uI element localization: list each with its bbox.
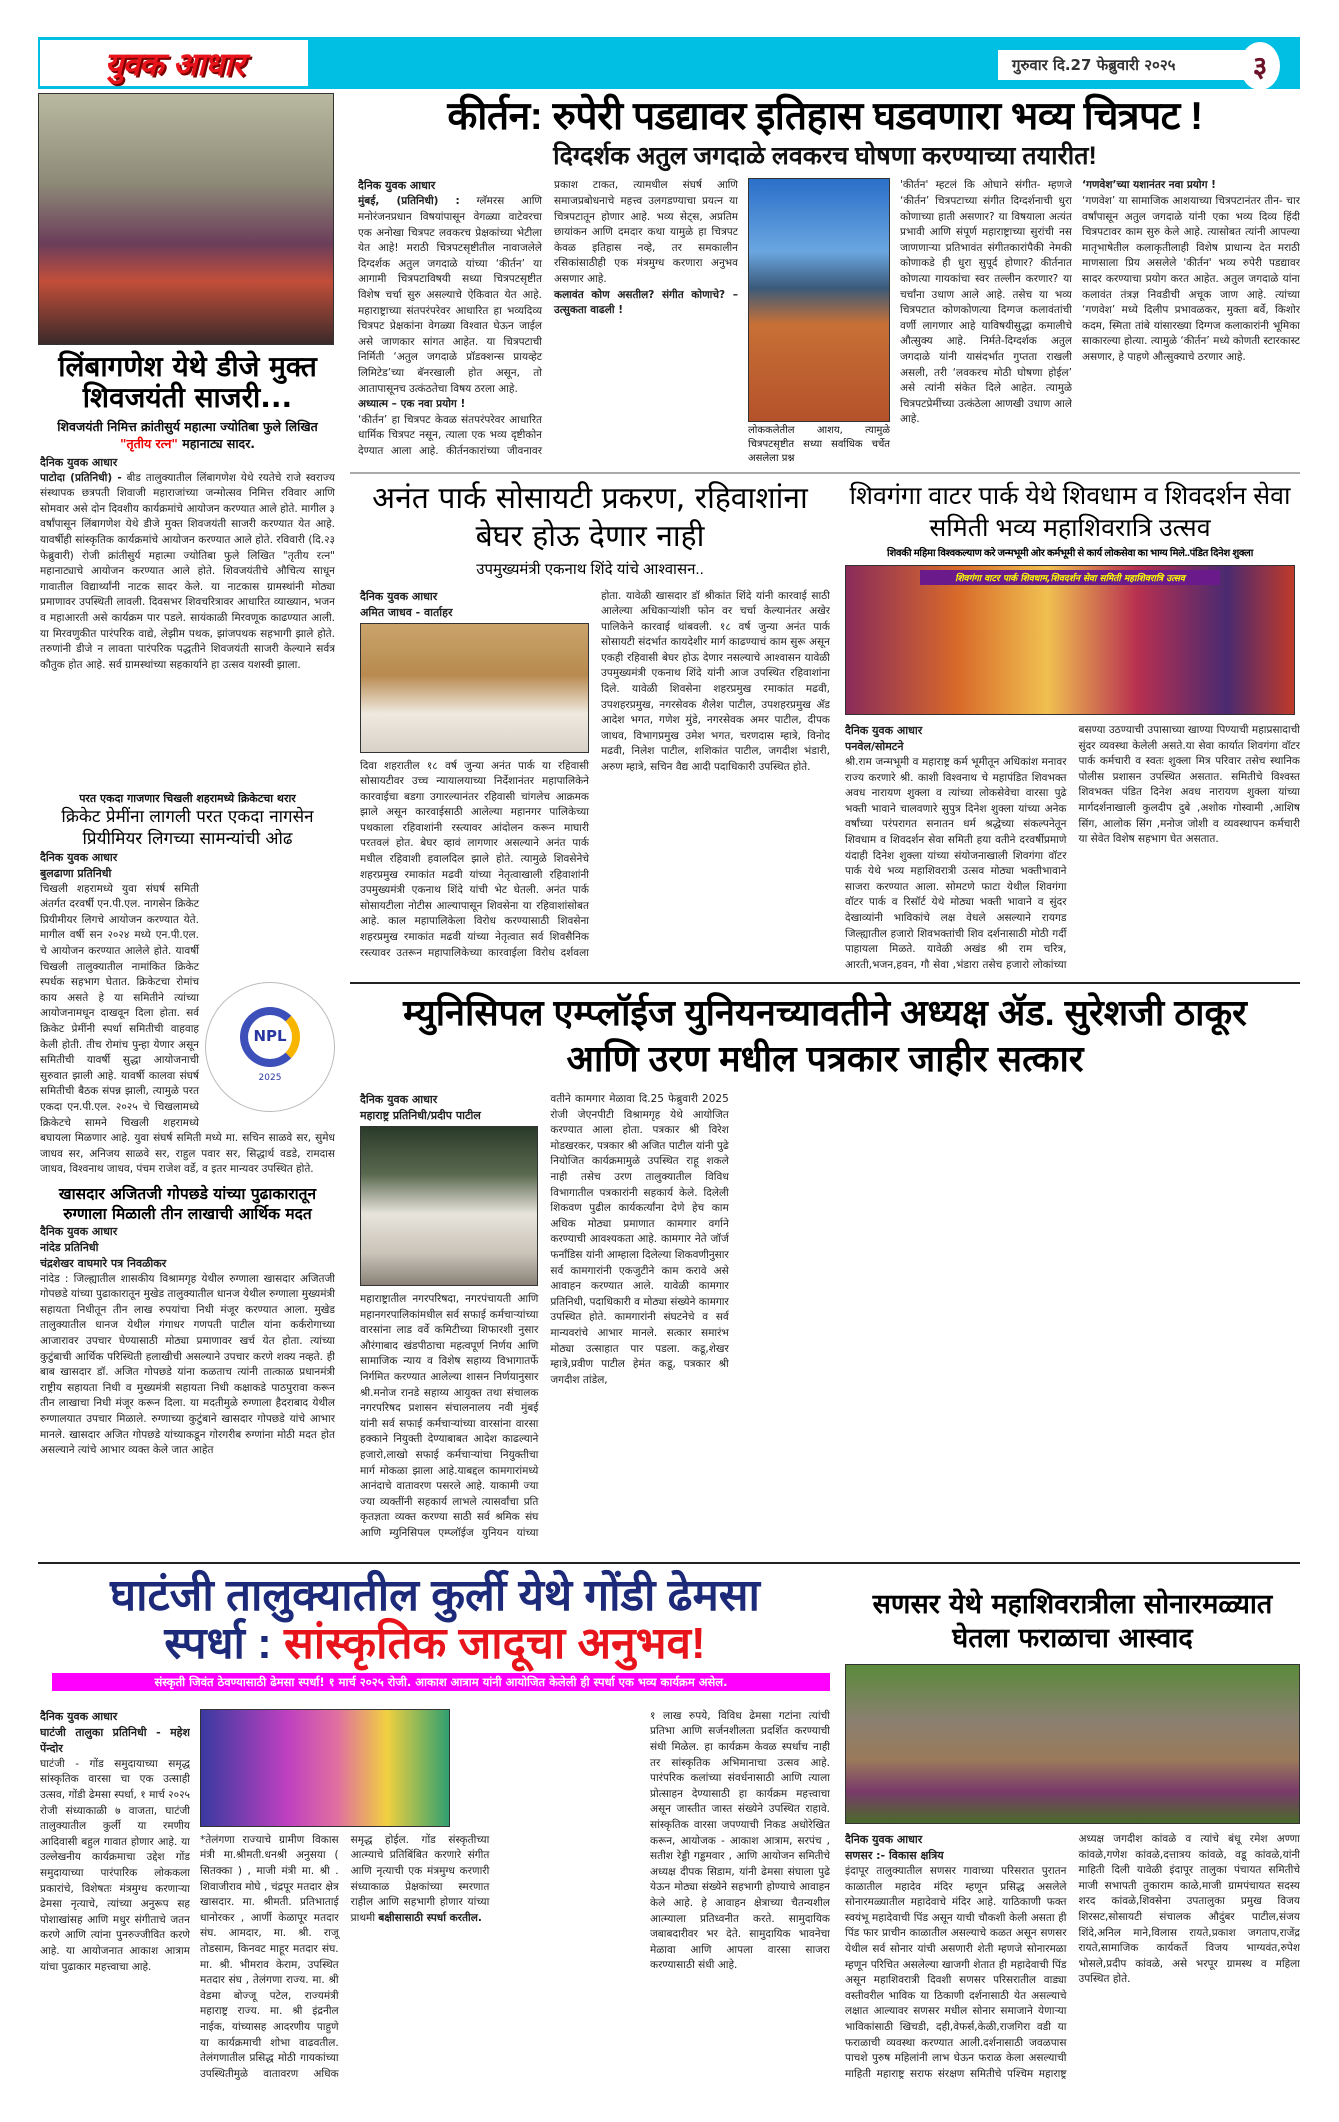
npl-logo-year: 2025 bbox=[258, 1072, 282, 1083]
limbaganesh-headline: लिंबागणेश येथे डीजे मुक्त शिवजयंती साजरी... bbox=[58, 350, 317, 414]
article-body-3: 'कीर्तन' म्हटलं कि ओघाने संगीत- म्हणजे ‘कीर्तन’ चित्रपटाच्या संगीत दिग्दर्शनाची धुरा कोणाच्या हाती असणार? या विषयाला अत्यंत प्रभावी आणि संपूर्ण महाराष्ट्राच्या सुरांची नस जाणणाऱ्या प्रतिभावंत संगीतकारांपैकी नेमकी कोणाकडे ही धुरा सुपूर्द होणार? कीर्तनात कोणत्या गायकांचा स्वर तल्लीन करणार? या चर्चांना उधाण आले आहे. तसेच या भव्य चित्रपटात कोणकोणत्या दिग्गज कलावंतांची वर्णी लागणार आहे याविषयीसुद्धा कमालीचे औत्सुक्य आहे. निर्मते-दिग्दर्शक अतुल जगदाळे यांनी यासंदर्भात गुप्तता राखली असली, तरी ‘लवकरच मोठी घोषणा होईल’ असे त्यांनी संकेत दिले आहेत. त्यामुळे चित्रपटप्रेमींच्या उत्कंठेला आणखी उधाण आले आहे. bbox=[900, 179, 1072, 426]
dateline: सणसर :- विकास क्षत्रिय bbox=[845, 1849, 944, 1862]
subhead-text: शिवजयंती निमित्त क्रांतीसुर्य महात्मा ज्योतिबा फुले लिखित bbox=[57, 418, 318, 434]
source-label: दैनिक युवक आधार bbox=[360, 1093, 438, 1106]
npl-logo bbox=[205, 982, 335, 1112]
article-body: महाराष्ट्रातील नगरपरिषदा, नगरपंचायती आणि महानगरपालिकांमधील सर्व सफाई कर्मचाऱ्यांच्या वारसांना लाड वर्वे कमिटीच्या शिफारशी नुसार औरंगाबाद खंडपीठाचा महत्वपूर्ण निर्णय आणि सामाजिक न्याय व विशेष सहाय्य विभागातर्फे निर्गमित करण्यात आलेल्या शासन निर्णयानुसार श्री.मनोज रानडे सहाय्य आयुक्त तथा संचालक नगरपरिषद प्रशासन संचालनालय नवी मुंबई यांनी सर्व सफाई कर्मचाऱ्यांच्या वारसांना वारसा हक्काने नियुक्ती देण्याबाबत आदेश काढल्याने हजारो,लाखो सफाई कर्मचाऱ्यांचा नियुक्तीचा मार्ग मोकळा झाला आहे.याबद्दल कामगारांमध्ये आनंदाचे वातावरण पसरले आहे. याकामी ज्या ज्या व्यक्तींनी सहकार्य लाभले त्यासर्वांचा प्रति कृतज्ञता व्यक्त करण्या साठी सर्व श्रमिक संघ आणि म्युनिसिपल एम्प्लॉईज युनियन यांच्या वतीने कामगार मेळावा दि.25 फेब्रुवारी 2025 रोजी जेएनपीटी विश्रामगृह येथे आयोजित करण्यात आला होता. पत्रकार श्री विरेश मोडखरकर, पत्रकार श्री अजित पाटील यांनी पुढे नियोजित कार्यक्रमामुळे उपस्थित राहू शकले नाही तसेच उरण तालुक्यातील विविध विभागातील पत्रकारांनी सहकार्य केले. दिलेली शिकवण पुढील कार्यकर्त्यांना देणे हेच काम अधिक मोठ्या प्रमाणात कामगार वर्गाने करण्याची आवश्यकता आहे. कामगार नेते जॉर्ज फर्नांडिस यांनी आम्हाला दिलेल्या शिकवणीनुसार सर्व कामगारांनी एकजुटीने काम करावे असे आवाहन करण्यात आले. यावेळी कामगार प्रतिनिधी, पदाधिकारी व मोठ्या संख्येने कामगार उपस्थित होते. कामगारांनी संघटनेचे व सर्व मान्यवरांचे आभार मानले. सत्कार समारंभ मोठ्या उत्साहात पार पडला. bbox=[360, 1093, 729, 1539]
source-label: दैनिक युवक आधार bbox=[845, 1833, 923, 1846]
source-label: दैनिक युवक आधार bbox=[358, 179, 436, 193]
article-body: ग्लॅमरस आणि मनोरंजनप्रधान विषयांपासून वेगळ्या वाटेवरचा एक अनोखा चित्रपट लवकरच प्रेक्षकांच्या भेटीला येत आहे! मराठी चित्रपटसृष्टीतील नावाजलेले दिग्दर्शक अतुल जगदाळे यांच्या ‘कीर्तन’ या आगामी चित्रपटाविषयी सध्या चित्रपटसृष्टीत विशेष चर्चा सुरु असल्याचे ऐकिवात येत आहे. महाराष्ट्राच्या संतपरंपरेवर आधारित हा भव्यदिव्य चित्रपट प्रेक्षकांना वेगळ्या विश्वात घेऊन जाईल असे जाणकार सांगत आहेत. या चित्रपटाची निर्मिती ‘अतुल जगदाळे प्रॉडक्शन्स प्रायव्हेट लिमिटेड’च्या बॅनरखाली होत असून, तो आतापासूनच उत्कंठतेचा विषय ठरला आहे. bbox=[358, 195, 543, 395]
source-label: दैनिक युवक आधार bbox=[40, 455, 118, 469]
cricket-article bbox=[40, 850, 335, 1176]
khasdar-article bbox=[40, 1224, 335, 1554]
municipal-article bbox=[350, 990, 1300, 1556]
anant-park-article bbox=[350, 480, 830, 976]
article-body-tail: कडू,शेखर म्हात्रे,प्रवीण पाटील हेमंत कडू, पत्रकार श्री जगदीश तांडेल, bbox=[550, 1342, 729, 1386]
section-heading: कलावंत कोण असतील? संगीत कोणाचे? – उत्सुकता वाढली ! bbox=[554, 288, 738, 317]
shivganga-kicker: शिवकी महिमा विश्वकल्याण करे जन्मभूमी ओर कर्मभूमी से कार्य लोकसेवा का भाग्य मिले..पंडित दिनेश शुक्ला bbox=[886, 548, 1254, 559]
shivganga-body bbox=[845, 723, 1300, 976]
sanasar-article bbox=[845, 1588, 1300, 2094]
ghatanji-caption bbox=[200, 1833, 640, 2092]
kirtan-photo-caption: लोककलेतील आशय, त्यामुळे चित्रपटसृष्टीत सध्या सर्वाधिक चर्चेत असलेला प्रश्न bbox=[748, 425, 890, 464]
shivganga-photo bbox=[845, 565, 1295, 715]
kirtan-headline: कीर्तन: रुपेरी पडद्यावर इतिहास घडवणारा भव्य चित्रपट ! bbox=[447, 95, 1203, 138]
ghatanji-content bbox=[40, 1709, 830, 2092]
article-body: दिवा शहरातील १८ वर्ष जुन्या अनंत पार्क या रहिवासी सोसायटीवर उच्च न्यायालयाच्या निर्देशानंतर महापालिकेने कारवाईचा बडगा उगारल्यानंतर रहिवासी चांगलेच आक्रमक झाले असून कारवाईसाठी आलेल्या महानगर पालिकेच्या पथकाला रहिवाशांनी रस्त्यावर आंदोलन करून माघारी परतवलं होत. बेघर व्हावं लागणार असल्याने अनंत पार्क मधील रहिवाशी हवालदिल झाले होते. त्यामुळे शिवसेनेचे शहरप्रमुख रमाकांत मढवी यांच्या नेतृत्वाखाली रहिवाशांनी उपमुख्यमंत्री एकनाथ शिंदे यांची भेट घेतली. अनंत पार्क सोसायटीला नोटीस आल्यापासून शिवसेना या रहिवाशांसोबत आहे. काल महापालिकेला विरोध करण्यासाठी शिवसेना शहरप्रमुख रमाकांत मढवी यांच्या नेतृत्वात सर्व शिवसैनिक रस्त्यावर उतरून महापालिकेच्या कारवाईला विरोध दर्शवला होता. यावेळी खासदार डॉ श्रीकांत शिंदे यांनी कारवाई साठी आलेल्या अधिकाऱ्यांशी फोन वर चर्चा केल्यानंतर अखेर पालिकेने कारवाई थांबवली. १८ वर्ष जुन्या अनंत पार्क सोसायटी संदर्भात कायदेशीर मार्ग काढण्याचं काम सुरू असून एकही रहिवासी बेघर होऊ देणार नसल्याचे आश्वासन यावेळी उपमुख्यमंत्री एकनाथ शिंदे यांनी आज उपस्थित रहिवाशांना दिले. यावेळी शिवसेना शहरप्रमुख रमाकांत मढवी, उपशहरप्रमुख, नगरसेवक शैलेश पाटील, उपशहरप्रमुख ॲड आदेश भगत, गणेश मुंडे, नगरसेवक अमर पाटील, दीपक जाधव, विभागप्रमुख उमेश भगत, चरणदास म्हात्रे, विनोद मढवी, निलेश पाटील, शशिकांत पाटील, जगदीश भंडारी, अरुण म्हात्रे, सचिन वैद्य आदी पदाधिकारी उपस्थित होते. bbox=[360, 589, 830, 959]
shivganga-photo-banner: शिवगंगा वाटर पार्क शिवधाम,शिवदर्शन सेवा समिती महाशिवरात्रि उत्सव bbox=[920, 570, 1220, 585]
source-label: दैनिक युवक आधार bbox=[40, 850, 118, 864]
shivganga-article bbox=[840, 480, 1300, 976]
article-body: बीड तालुक्यातील लिंबागणेश येथे रयतेचे राजे स्वराज्य संस्थापक छत्रपती शिवाजी महाराजांच्या जन्मोत्सव निमित्त रविवार आणि सोमवार असे दोन दिवशीय कार्यक्रमांचे आयोजन करण्यात आले होते. मागील ३ वर्षांपासून लिंबागणेश येथे डीजे मुक्त शिवजयंती साजरी करण्यात येत आहे. यावर्षीही सांस्कृतिक कार्यक्रमांचे आयोजन करण्यात आले होते. रविवारी (दि.२३ फेब्रुवारी) रोजी क्रांतीसुर्य महात्मा ज्योतिबा फुले लिखित "तृतीय रत्न" महानाट्याचे आयोजन करण्यात आले होते. शिवजयंतीचे औचित्य साधून गावातील विद्यार्थ्यांनी नाटक सादर केले. या नाटकास ग्रामस्थांनी मोठ्या प्रमाणावर उपस्थिती लावली. दिवसभर शिवचरित्रावर आधारित व्याख्यान, भजन व महाआरती असे कार्यक्रम पार पडले. सायंकाळी मिरवणूक काढण्यात आली. या मिरवणुकीत पारंपरिक वाद्ये, लेझीम पथक, झांजपथक सहभागी झाले होते. तरुणांनी डीजे न लावता पारंपरिक पद्धतीने शिवजयंती साजरी केल्याने सर्वत्र कौतुक होत आहे. सर्व ग्रामस्थांच्या सहकार्याने हा उत्सव यशस्वी झाला. bbox=[40, 471, 335, 671]
shivjayanti-photo bbox=[38, 93, 334, 345]
section-heading: अध्यात्म – एक नवा प्रयोग ! bbox=[358, 398, 466, 411]
left-column bbox=[40, 352, 335, 1554]
kirtan-subhead: दिग्दर्शक अतुल जगदाळे लवकरच घोषणा करण्याच्या तयारीत! bbox=[553, 141, 1097, 170]
anant-park-body bbox=[350, 589, 830, 977]
section-heading: ‘गणवेश’च्या यशानंतर नवा प्रयोग ! bbox=[1082, 179, 1216, 192]
cricket-kicker: परत एकदा गाजणार चिखली शहरामध्ये क्रिकेटचा थरार bbox=[79, 791, 296, 805]
article-body: नांदेड : जिल्ह्यातील शासकीय विश्रामगृह येथील रुग्णाला खासदार अजितजी गोपछडे यांच्या पुढाकारातून मुखेड तालुक्यातील धानज येथील रुग्णाला मुख्यमंत्री सहायता निधीतून तीन लाख रुपयांचा निधी मंजूर करण्यात आला. मुखेड तालुक्यातील धानज येथील गंगाधर गणपती पाटील यांना कर्करोगाच्या आजारावर उपचार घेण्यासाठी मोठ्या प्रमाणावर खर्च येत होता. त्यांच्या कुटुंबाची आर्थिक परिस्थिती हलाखीची असल्याने उपचार करणे शक्य नव्हते. ही बाब खासदार डॉ. अजित गोपछडे यांना कळताच त्यांनी तात्काळ प्रधानमंत्री राष्ट्रीय सहायता निधी व मुख्यमंत्री सहायता निधी कक्षाकडे पाठपुरावा करून तीन लाखाचा निधी मंजूर करून दिला. या मदतीमुळे रुग्णाला हैदराबाद येथील रुग्णालयात उपचार मिळाले. रुग्णाच्या कुटुंबाने खासदार गोपछडे यांचे आभार मानले. खासदार अजित गोपछडे यांच्याकडून गोरगरीब रुग्णांना मोठी मदत होत असल्याने त्यांचे आभार व्यक्त केले जात आहेत bbox=[40, 1272, 335, 1457]
kirtan-article-mid bbox=[900, 178, 1072, 466]
cricket-ball-icon bbox=[240, 1007, 300, 1067]
municipal-body bbox=[350, 1092, 1300, 1556]
dhemsa-photo bbox=[200, 1709, 450, 1827]
divider bbox=[38, 1562, 1300, 1564]
kirtan-photo bbox=[748, 178, 890, 422]
sanasar-photo bbox=[845, 1664, 1300, 1824]
shivganga-headline: शिवगंगा वाटर पार्क येथे शिवधाम व शिवदर्शन सेवा समिती भव्य महाशिवरात्रि उत्सव bbox=[849, 482, 1291, 542]
divider bbox=[350, 472, 1300, 474]
ghatanji-headline-line1: घाटंजी तालुक्यातील कुर्ली येथे गोंडी ढेमसा bbox=[110, 1571, 760, 1620]
dateline: पाटोदा (प्रतिनिधी) - bbox=[40, 471, 122, 484]
ghatanji-band: संस्कृती जिवंत ठेवण्यासाठी ढेमसा स्पर्धा! १ मार्च २०२५ रोजी. आकाश आत्राम यांनी आयोजित केलेली ही स्पर्धा एक भव्य कार्यक्रम असेल. bbox=[52, 1673, 830, 1691]
kirtan-photo-block bbox=[748, 178, 890, 466]
article-body: श्री.राम जन्मभूमी व महाराष्ट्र कर्म भूमीतून अधिकांश मनावर राज्य करणारे श्री. काशी विश्वनाथ चे महापंडित शिवभक्त अवध नारायण शुक्ला व त्यांच्या लोकसेवेचा वारसा पुढे भक्ती भावाने चालवणारे सुपुत्र दिनेश शुक्ला यांच्या अनेक वर्षांच्या परंपरागत सनातन धर्म श्रद्धेच्या संकल्पनेतून शिवधाम व शिवदर्शन सेवा समिती हया वतीने दरवर्षीप्रमाणे यंदाही दिनेश शुक्ला यांच्या संयोजनाखाली शिवगंगा वॉटर पार्क येथे भव्य महाशिवरात्री उत्सव मोठ्या भक्तीभावाने साजरा करण्यात आला. सोमटणे फाटा येथील शिवगंगा वॉटर पार्क व रिसॉर्ट येथे मोठ्या भक्ती भावाने व सुंदर देखाव्यांनी भाविकांचे लक्ष वेधले असल्याने रायगड जिल्ह्यातील हजारो शिवभक्तांची शिव दर्शनासाठी मोठी गर्दी पाहायला मिळते. यावेळी अखंड श्री राम चरित्र, आरती,भजन,हवन, गौ सेवा ,भंडारा तसेच हजारो लोकांच्या बसण्या उठण्याची उपासाच्या खाण्या पिण्याची महाप्रसादाची सुंदर व्यवस्था केलेली असते.या सेवा कार्यात शिवगंगा वॉटर पार्क कर्मचारी व स्वतः शुक्ला मित्र परिवार तसेच स्थानिक पोलीस प्रशासन उपस्थित असतात. समितीचे विश्वस्त शिवभक्त पंडित दिनेश अवध नारायण शुक्ला यांच्या मार्गदर्शनाखाली कुलदीप दुबे ,अशोक गोस्वामी ,आशिष सिंग, आलोक सिंग ,मनोज जोशी व व्यवस्थापन कर्मचारी या सेवेत विशेष सहभाग घेत असतात. bbox=[845, 724, 1300, 971]
npl-logo-text: NPL bbox=[253, 1027, 287, 1045]
source-label: दैनिक युवक आधार bbox=[40, 1709, 118, 1723]
anant-park-headline: अनंत पार्क सोसायटी प्रकरण, रहिवाशांना बेघर होऊ देणार नाही bbox=[372, 481, 808, 554]
article-body: इंदापूर तालुक्यातील सणसर गावाच्या परिसरात पुरातन काळातील महादेव मंदिर म्हणून प्रसिद्ध असलेले सोनारमळ्यातील महादेवाचे मंदिर आहे. याठिकाणी फक्त स्वयंभू महादेवाची पिंड असून याची चौकशी केली असता ही पिंड फार प्राचीन काळातील असल्याचे कळत असून सणसर येथील सर्व सोनार यांची असणारी शेती म्हणजे सोनारमळा म्हणून परिचित असलेल्या खाजगी शेतात ही महादेवाची पिंड असून महाशिवरात्री दिवशी सणसर परिसरातील वाड्या वस्तीवरील भाविक या ठिकाणी दर्शनासाठी येत असल्याचे लक्षात आल्यावर सणसर मधील सोनार समाजाने येणाऱ्या भाविकांसाठी खिचडी, दही,वेफर्स,केळी,राजगिरा वडी या फराळाची व्यवस्था करण्यात आली.दर्शनासाठी जवळपास पाचशे पुरुष महिलांनी लाभ घेऊन फराळ केला असल्याची माहिती महाराष्ट्र सराफ संरक्षण समितीचे पश्चिम महाराष्ट्र अध्यक्ष जगदीश कांवळे व त्यांचे बंधू रमेश अण्णा कांवळे,गणेश कांवळे,दत्तात्रय कांवळे, वडू कांवळे,यांनी माहिती दिली यावेळी इंदापूर तालुका पंचायत समितीचे माजी सभापती तुकाराम काळे,माजी ग्रामपंचायत सदस्य शरद कांवळे,शिवसेना उपतालुका प्रमुख विजय शिरसट,सोसायटी संचालक औदुंबर पाटील,संजय शिंदे,अनिल माने,विलास रायते,प्रकाश जगताप,राजेंद्र रायते,सामाजिक कार्यकर्ते विजय भाग्यवंत,रुपेश भोसले,प्रदीप कांवळे, असे भरपूर ग्रामस्थ व महिला उपस्थित होते. bbox=[845, 1833, 1300, 2080]
issue-date: गुरुवार दि.27 फेब्रुवारी २०२५ bbox=[998, 50, 1250, 80]
article-body: चिखली शहरामध्ये युवा संघर्ष समिती अंतर्गत दरवर्षी एन.पी.एल. नागसेन क्रिकेट प्रियीमीयर लिगचे आयोजन करण्यात येते. मागील वर्षी सन २०२४ मध्ये एन.पी.एल. चे आयोजन करण्यात आलेले होते. यावर्षी चिखली तालुक्यातील नामांकित क्रिकेट स्पर्धक सहभाग घेतात. क्रिकेटचा रोमांच काय असते हे या समितीने त्यांच्या आयोजनामधून दाखवून दिला होता. सर्व क्रिकेट प्रेमींनी स्पर्धा समितीची वाहवाह केली होती. तीच रोमांच पुन्हा येणार असून समितीची यावर्षी सुद्धा आयोजनाची सुरुवात झाली आहे. यावर्षी कालवा संघर्ष समितीची बैठक संपन्न झाली, त्यामुळे परत एकदा एन.पी.एल. २०२५ चे चिखलामध्ये क्रिकेटचे सामने चिखली शहरामध्ये बघायला मिळणार आहे. युवा संघर्ष समिती मध्ये मा. सचिन साळवे सर, सुमेध जाधव सर, अनिजय साळवे सर, राहुल पवार सर, सिद्धार्थ वडडे, रामदास जाधव, विश्वनाथ जाधव, पंचम राजेश वर्डे, व इतर मान्यवर उपस्थित होते. bbox=[40, 882, 335, 1176]
article-body-2: १ लाख रुपये, विविध ढेमसा गटांना त्यांची प्रतिभा आणि सर्जनशीलता प्रदर्शित करण्याची संधी मिळेल. हा कार्यक्रम केवळ स्पर्धाच नाही तर सांस्कृतिक अभिमानाचा उत्सव आहे. पारंपरिक कलांच्या संवर्धनासाठी आणि त्याला प्रोत्साहन देण्यासाठी हा कार्यक्रम महत्त्वाचा असून जास्तीत जास्त संख्येने उपस्थित राहावे. सांस्कृतिक वारसा जपण्याची निकड अधोरेखित करून, आयोजक - आकाश आत्राम, सरपंच , सतीश रेड्डी गड्डमवार , आणि आयोजन समितीचे अध्यक्ष दीपक सिडाम, यांनी ढेमसा संघाला पुढे येऊन मोठ्या संख्येने सहभागी होण्याचे आवाहन केले आहे. हे आवाहन क्षेत्राच्या चैतन्यशील आत्म्याला प्रतिध्वनीत करते. सामुदायिक जबाबदारीवर भर देते. सामुदायिक भावनेचा मेळावा आणि आपला वारसा साजरा करण्यासाठी संधी आहे. bbox=[650, 1709, 830, 1972]
ghatanji-headline-line2 bbox=[40, 1620, 830, 1668]
dateline: महाराष्ट्र प्रतिनिधी/प्रदीप पाटील bbox=[360, 1109, 481, 1122]
ghatanji-article bbox=[40, 1572, 830, 2092]
municipal-headline: म्युनिसिपल एम्प्लॉईज युनियनच्यावतीने अध्यक्ष ॲड. सुरेशजी ठाकूर आणि उरण मधील पत्रकार जाहीर सत्कार bbox=[403, 992, 1247, 1079]
dateline: पनवेल/सोमटने bbox=[845, 740, 904, 753]
headline-part: स्पर्धा : bbox=[164, 1619, 285, 1669]
page-number: ३ bbox=[1240, 42, 1280, 90]
sanasar-headline: सणसर येथे महाशिवरात्रीला सोनारमळ्यात घेतला फराळाचा आस्वाद bbox=[872, 1589, 1273, 1654]
logo-text: युवक आधार bbox=[104, 44, 244, 83]
dateline: घाटंजी तालुका प्रतिनिधी - महेश पेंन्दोर bbox=[40, 1725, 190, 1755]
source-label: दैनिक युवक आधार bbox=[845, 724, 923, 737]
dateline: बुलढाणा प्रतिनिधी bbox=[40, 866, 112, 880]
ghatanji-article-right bbox=[650, 1709, 830, 2092]
dateline: मुंबई, (प्रतिनिधी) : bbox=[358, 195, 460, 208]
ghatanji-middle bbox=[200, 1709, 640, 2092]
ghatanji-body bbox=[40, 1709, 190, 2092]
kirtan-article-right bbox=[1082, 178, 1300, 466]
limbaganesh-subhead bbox=[40, 418, 335, 452]
kirtan-article bbox=[350, 96, 1300, 466]
municipal-photo bbox=[360, 1126, 538, 1286]
source-label: दैनिक युवक आधार bbox=[360, 589, 438, 603]
article-body-4: ‘गणवेश’ या सामाजिक आशयाच्या चित्रपटानंतर तीन- चार वर्षांपासून अतुल जगदाळे यांनी एका भव्य दिव्य हिंदी चित्रपटावर काम सुरु केले आहे. त्यासोबत त्यांनी आपल्या मातृभाषेतील कलाकृतीलाही विशेष प्राधान्य देत मराठी माणसाला प्रिय असलेले 'कीर्तन' भव्य रुपेरी पडद्यावर सादर करण्याचा प्रयोग करत आहेत. अतुल जगदाळे यांना कलावंत तंत्रज्ञ निवडीची अचूक जाण आहे. त्यांच्या ‘गणवेश’ मध्ये दिलीप प्रभावळकर, मुक्ता बर्वे, किशोर कदम, स्मिता तांबे यांसारख्या दिग्गज कलाकारांनी भूमिका साकारल्या होत्या. त्यामुळे ‘कीर्तन’ मध्ये कोणती स्टारकास्ट असणार, हे पाहणे औत्सुक्याचे ठरणार आहे. bbox=[1082, 194, 1300, 363]
headline-highlight: सांस्कृतिक जादूचा अनुभव! bbox=[284, 1619, 706, 1669]
dateline: अमित जाधव - वार्ताहर bbox=[360, 605, 453, 619]
kirtan-content bbox=[350, 178, 1300, 466]
section-heading: बक्षीसासाठी स्पर्धा करतील. bbox=[378, 1911, 482, 1924]
anant-park-subhead: उपमुख्यमंत्री एकनाथ शिंदे यांचे आश्वासन.. bbox=[476, 561, 704, 578]
subhead-highlight: "तृतीय रत्न" bbox=[119, 435, 178, 451]
article-body: घाटंजी - गोंड समुदायाच्या समृद्ध सांस्कृतिक वारसा चा एक उत्साही उत्सव, गोंडी ढेमसा स्पर्धा, १ मार्च २०२५ रोजी संध्याकाळी ७ वाजता, घाटंजी तालुक्यातील कुर्ली या रमणीय आदिवासी बहुल गावात होणार आहे. या उल्लेखनीय कार्यक्रमाचा उद्देश गोंड समुदायाच्या पारंपारिक लोककला प्रकारांचे, विशेषतः मंत्रमुग्ध करणाऱ्या ढेमसा नृत्याचे, त्यांच्या अनुरूप सह पोशाखांसह आणि मधुर संगीताचे जतन करणे आणि त्यांना पुनरुज्जीवित करणे आहे. या आयोजनात आकाश आत्राम यांचा पुढाकार महत्त्वाचा आहे. bbox=[40, 1757, 190, 1973]
article-body-2: ‘कीर्तन’ हा चित्रपट केवळ संतपरंपरेवर आधारित धार्मिक चित्रपट नसून, त्याला एक भव्य दृष्टीकोन देण्यात आला आहे. कीर्तनकारांच्या जीवनावर प्रकाश टाकत, त्यामधील संघर्ष आणि समाजप्रबोधनाचे महत्त्व उलगडण्याचा प्रयत्न या चित्रपटातून होणार आहे. भव्य सेट्स, अप्रतिम छायांकन आणि दमदार कथा यामुळे हा चित्रपट केवळ इतिहास नव्हे, तर समकालीन रसिकांसाठीही एक मंत्रमुग्ध करणारा अनुभव असणार आहे. bbox=[358, 179, 738, 457]
limbaganesh-article bbox=[40, 455, 335, 783]
sanasar-body bbox=[845, 1832, 1300, 2094]
anant-park-photo bbox=[360, 623, 589, 753]
divider bbox=[350, 982, 1300, 984]
cricket-headline: क्रिकेट प्रेमींना लागली परत एकदा नागसेन प्रियीमियर लिगच्या सामन्यांची ओढ bbox=[61, 806, 314, 849]
reporter-name: चंद्रशेखर वाघमारे पत्र निवळीकर bbox=[40, 1256, 167, 1270]
caption-text: *तेलंगणा राज्याचे ग्रामीण विकास मंत्री मा.श्रीमती.धनश्री अनुसया ( सितक्का ) , माजी मंत्री मा. श्री . शिवाजीराव मोघे , चंद्रपूर मतदार क्षेत्र खासदार. मा. श्रीमती. प्रतिभाताई धानोरकर , आर्णी केळापूर मतदार संघ. आमदार, मा. श्री. राजू तोडसाम, किनवट माहूर मतदार संघ. मा. श्री. भीमराव केराम, उपस्थित मतदार संघ , तेलंगणा राज्य. मा. श्री वेडमा बोज्जू पटेल, राज्यमंत्री महाराष्ट्र राज्य. मा. श्री इंद्रनील नाईक, यांच्यासह आदरणीय पाहुणे या कार्यक्रमाची शोभा वाढवतील. तेलंगणातील प्रसिद्ध मोठी गायकांच्या उपस्थितीमुळे वातावरण अधिक समृद्ध होईल. गोंड संस्कृतीच्या आत्म्याचे प्रतिबिंबित करणारे संगीत आणि नृत्याची एक मंत्रमुग्ध करणारी संध्याकाळ प्रेक्षकांच्या स्मरणात राहील आणि सहभागी होणार यांच्या प्राथमी bbox=[200, 1833, 490, 2080]
dateline: नांदेड प्रतिनिधी bbox=[40, 1240, 99, 1254]
newspaper-logo bbox=[40, 40, 308, 86]
kirtan-article-left bbox=[358, 178, 738, 466]
subhead-text-end: महानाट्य सादर. bbox=[177, 435, 256, 451]
khasdar-headline: खासदार अजितजी गोपछडे यांच्या पुढाकारातून रुग्णाला मिळाली तीन लाखाची आर्थिक मदत bbox=[58, 1184, 317, 1223]
source-label: दैनिक युवक आधार bbox=[40, 1224, 118, 1238]
